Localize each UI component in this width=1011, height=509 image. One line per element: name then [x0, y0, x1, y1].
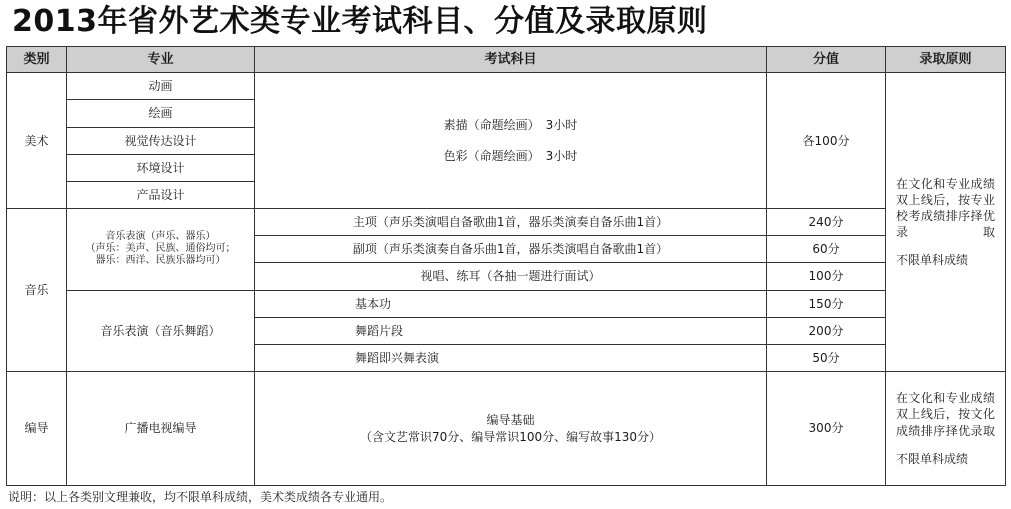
table-row — [7, 372, 1006, 486]
score-cell: 50分 — [767, 344, 886, 371]
principle-text: 在文化和专业成绩双上线后，按专业校考成绩排序择优录取 — [896, 176, 995, 240]
table-header-row — [7, 47, 1006, 73]
footnote: 说明：以上各类别文理兼收，均不限单科成绩，美术类成绩各专业通用。 — [8, 490, 393, 504]
page-title: 2013年省外艺术类专业考试科目、分值及录取原则 — [12, 4, 708, 39]
score-cell: 240分 — [767, 209, 886, 236]
major-cell: 绘画 — [67, 100, 255, 127]
meishu-score: 各100分 — [767, 73, 886, 209]
music-major-2: 音乐表演（音乐舞蹈） — [67, 290, 255, 372]
biandao-major: 广播电视编导 — [67, 372, 255, 486]
meishu-subjects — [255, 73, 767, 209]
music-major-1 — [67, 209, 255, 291]
music-major-1-line: 音乐表演（声乐、器乐） — [105, 231, 216, 243]
biandao-score: 300分 — [767, 372, 886, 486]
header-category: 类别 — [7, 47, 67, 73]
subject-line: 编导基础 — [486, 413, 535, 428]
major-cell: 产品设计 — [67, 181, 255, 208]
subject-cell: 主项（声乐类演唱自备歌曲1首，器乐类演奏自备乐曲1首） — [255, 209, 767, 236]
subject-line: 素描（命题绘画） 3小时 — [443, 118, 578, 133]
principle-cell — [886, 73, 1006, 372]
score-cell: 100分 — [767, 263, 886, 290]
exam-table — [6, 46, 1006, 486]
category-meishu: 美术 — [7, 73, 67, 209]
table-row — [7, 73, 1006, 100]
subject-cell: 舞蹈即兴舞表演 — [255, 344, 767, 371]
header-subject: 考试科目 — [255, 47, 767, 73]
header-principle: 录取原则 — [886, 47, 1006, 73]
category-yinyue: 音乐 — [7, 209, 67, 372]
score-cell: 200分 — [767, 317, 886, 344]
major-cell: 视觉传达设计 — [67, 127, 255, 154]
principle-text: 在文化和专业成绩双上线后，按文化成绩排序择优录取 — [896, 391, 995, 438]
score-cell: 60分 — [767, 236, 886, 263]
major-cell: 环境设计 — [67, 154, 255, 181]
subject-cell: 视唱、练耳（各抽一题进行面试） — [255, 263, 767, 290]
header-major: 专业 — [67, 47, 255, 73]
score-cell: 150分 — [767, 290, 886, 317]
principle-note: 不限单科成绩 — [896, 451, 969, 466]
subject-line: （含文艺常识70分、编导常识100分、编写故事130分） — [359, 429, 662, 444]
subject-line: 色彩（命题绘画） 3小时 — [443, 148, 578, 163]
music-major-1-line: 器乐：西洋、民族乐器均可） — [95, 255, 226, 267]
music-major-1-line: （声乐：美声、民族、通俗均可； — [85, 243, 236, 255]
biandao-principle-cell — [886, 372, 1006, 486]
principle-note: 不限单科成绩 — [896, 253, 969, 268]
major-cell: 动画 — [67, 73, 255, 100]
header-score: 分值 — [767, 47, 886, 73]
subject-cell: 副项（声乐类演奏自备乐曲1首，器乐类演唱自备歌曲1首） — [255, 236, 767, 263]
table-row — [7, 209, 1006, 236]
category-biandao: 编导 — [7, 372, 67, 486]
subject-cell: 基本功 — [255, 290, 767, 317]
table-row — [7, 290, 1006, 317]
subject-cell: 舞蹈片段 — [255, 317, 767, 344]
biandao-subject — [255, 372, 767, 486]
